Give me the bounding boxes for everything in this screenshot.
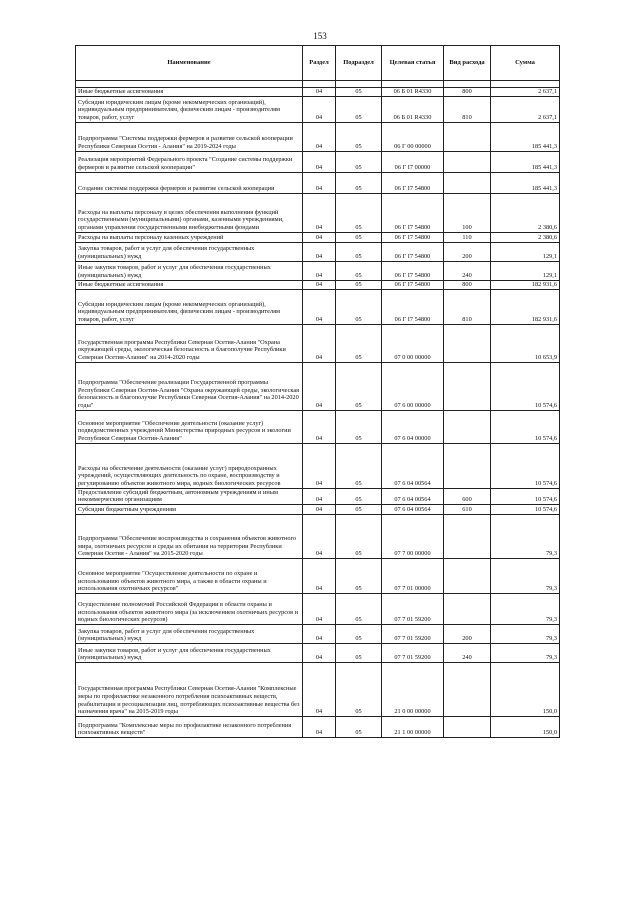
column-header-podrazdel: Подраздел — [336, 46, 382, 81]
cell-name: Иные бюджетные ассигнования — [76, 280, 303, 289]
cell-vid: 100 — [444, 193, 491, 232]
cell-statya: 07 6 00 00000 — [382, 362, 444, 410]
cell-statya: 06 Г I7 54800 — [382, 172, 444, 193]
cell-summa: 10 574,6 — [491, 443, 560, 488]
cell-name: Государственная программа Республики Северная Осетия-Алания "Комплексные меры по профилактике незаконного потребления психоактивных веществ, реабилитации и ресоциализации лиц, потребляющих психоактивные вещества без назначения врача" на 2015-2019 годы — [76, 662, 303, 716]
cell-razdel: 04 — [303, 362, 336, 410]
cell-statya: 21 1 00 00000 — [382, 716, 444, 737]
table-row — [76, 280, 560, 289]
spacer-cell — [491, 81, 560, 88]
cell-razdel: 04 — [303, 624, 336, 643]
cell-podrazdel: 05 — [336, 624, 382, 643]
cell-podrazdel: 05 — [336, 324, 382, 362]
cell-statya: 07 7 01 59200 — [382, 624, 444, 643]
cell-podrazdel: 05 — [336, 261, 382, 280]
column-header-statya: Целевая статья — [382, 46, 444, 81]
spacer-cell — [444, 81, 491, 88]
cell-summa: 150,0 — [491, 662, 560, 716]
cell-statya: 07 7 01 59200 — [382, 593, 444, 624]
column-header-name: Наименование — [76, 46, 303, 81]
cell-razdel: 04 — [303, 242, 336, 261]
table-row — [76, 558, 560, 593]
cell-name: Иные бюджетные ассигнования — [76, 88, 303, 97]
cell-podrazdel: 05 — [336, 558, 382, 593]
cell-name: Подпрограмма "Системы поддержки фермеров и развитие сельской кооперации Республики Северная Осетия - Алания" на 2019-2024 годы — [76, 122, 303, 151]
table-row — [76, 96, 560, 122]
cell-vid: 110 — [444, 232, 491, 242]
cell-vid: 810 — [444, 289, 491, 324]
cell-podrazdel: 05 — [336, 232, 382, 242]
cell-summa: 10 653,9 — [491, 324, 560, 362]
table-row — [76, 172, 560, 193]
spacer-cell — [76, 81, 303, 88]
cell-vid — [444, 593, 491, 624]
cell-vid — [444, 151, 491, 172]
cell-vid — [444, 324, 491, 362]
spacer-cell — [382, 81, 444, 88]
cell-razdel: 04 — [303, 643, 336, 662]
page-number: 153 — [313, 31, 327, 41]
cell-vid — [444, 514, 491, 558]
cell-statya: 07 7 01 59200 — [382, 643, 444, 662]
cell-summa: 2 380,6 — [491, 232, 560, 242]
cell-razdel: 04 — [303, 593, 336, 624]
cell-razdel: 04 — [303, 289, 336, 324]
cell-podrazdel: 05 — [336, 662, 382, 716]
cell-summa: 185 441,3 — [491, 172, 560, 193]
cell-podrazdel: 05 — [336, 172, 382, 193]
table-row — [76, 410, 560, 443]
spacer-cell — [336, 81, 382, 88]
cell-statya: 07 7 01 00000 — [382, 558, 444, 593]
cell-statya: 07 0 00 00000 — [382, 324, 444, 362]
cell-vid: 810 — [444, 96, 491, 122]
cell-razdel: 04 — [303, 172, 336, 193]
cell-vid: 200 — [444, 242, 491, 261]
cell-vid: 610 — [444, 504, 491, 514]
cell-podrazdel: 05 — [336, 504, 382, 514]
cell-podrazdel: 05 — [336, 514, 382, 558]
cell-vid: 200 — [444, 624, 491, 643]
table-row — [76, 624, 560, 643]
cell-statya: 06 Г I7 54800 — [382, 232, 444, 242]
table-row — [76, 122, 560, 151]
cell-statya: 07 7 00 00000 — [382, 514, 444, 558]
spacer-cell — [303, 81, 336, 88]
table-row — [76, 443, 560, 488]
cell-name: Подпрограмма "Обеспечение воспроизводства и сохранения объектов животного мира, охотничьих ресурсов и среды их обитания на территории Республики Северная Осетия - Алания" на 2015-2020 годы — [76, 514, 303, 558]
table-header-row — [76, 46, 560, 81]
cell-podrazdel: 05 — [336, 88, 382, 97]
cell-statya: 21 0 00 00000 — [382, 662, 444, 716]
cell-statya: 06 Г 00 00000 — [382, 122, 444, 151]
cell-statya: 06 Б 01 R4330 — [382, 88, 444, 97]
table-row — [76, 643, 560, 662]
cell-razdel: 04 — [303, 280, 336, 289]
table-row — [76, 88, 560, 97]
cell-razdel: 04 — [303, 410, 336, 443]
cell-statya: 06 Г I7 00000 — [382, 151, 444, 172]
table-row — [76, 593, 560, 624]
cell-summa: 182 931,6 — [491, 280, 560, 289]
cell-name: Предоставление субсидий бюджетным, автономным учреждениям и иным некоммерческим организациям — [76, 488, 303, 504]
cell-summa: 129,1 — [491, 242, 560, 261]
cell-statya: 06 Г I7 54800 — [382, 261, 444, 280]
cell-name: Осуществление полномочий Российской Федерации в области охраны и использования объектов животного мира (за исключением охотничьих ресурсов и водных биологических ресурсов) — [76, 593, 303, 624]
cell-razdel: 04 — [303, 514, 336, 558]
cell-name: Государственная программа Республики Северная Осетия-Алания "Охрана окружающей среды, экологическая безопасность и благополучие Республики Северная Осетия-Алания" на 2014-2020 годы — [76, 324, 303, 362]
cell-razdel: 04 — [303, 96, 336, 122]
cell-razdel: 04 — [303, 662, 336, 716]
table-row — [76, 193, 560, 232]
table-row — [76, 261, 560, 280]
cell-podrazdel: 05 — [336, 151, 382, 172]
cell-summa: 150,0 — [491, 716, 560, 737]
cell-statya: 07 6 04 00000 — [382, 410, 444, 443]
cell-podrazdel: 05 — [336, 410, 382, 443]
cell-summa: 185 441,3 — [491, 151, 560, 172]
table-row — [76, 716, 560, 737]
cell-vid — [444, 172, 491, 193]
column-header-vid: Вид расхода — [444, 46, 491, 81]
cell-podrazdel: 05 — [336, 280, 382, 289]
table-row — [76, 504, 560, 514]
cell-podrazdel: 05 — [336, 593, 382, 624]
cell-summa: 79,3 — [491, 514, 560, 558]
cell-vid — [444, 362, 491, 410]
cell-razdel: 04 — [303, 324, 336, 362]
cell-summa: 185 441,3 — [491, 122, 560, 151]
cell-razdel: 04 — [303, 558, 336, 593]
cell-podrazdel: 05 — [336, 488, 382, 504]
cell-vid: 600 — [444, 488, 491, 504]
table-row — [76, 324, 560, 362]
cell-name: Основное мероприятие "Осуществление деятельности по охране и использованию объектов животного мира, а также в области охраны и использования охотничьих ресурсов" — [76, 558, 303, 593]
cell-name: Расходы на выплаты персоналу в целях обеспечения выполнения функций государственными (муниципальными) органами, казенными учреждениями, органами управления государственными внебюджетными фондами — [76, 193, 303, 232]
cell-razdel: 04 — [303, 443, 336, 488]
cell-statya: 06 Г I7 54800 — [382, 193, 444, 232]
cell-name: Основное мероприятие "Обеспечение деятельности (оказание услуг) подведомственных учреждений Министерства природных ресурсов и экологии Республики Северная Осетия-Алания" — [76, 410, 303, 443]
cell-name: Подпрограмма "Комплексные меры по профилактике незаконного потребления психоактивных веществ" — [76, 716, 303, 737]
cell-statya: 06 Г I7 54800 — [382, 289, 444, 324]
cell-summa: 79,3 — [491, 643, 560, 662]
cell-vid: 240 — [444, 261, 491, 280]
cell-name: Подпрограмма "Обеспечение реализации Государственной программы Республики Северная Осетия-Алания "Охрана окружающей среды, экологическая безопасность и благополучие Республики Северная Осетия-Алания" на 2014-2020 годы" — [76, 362, 303, 410]
cell-name: Субсидии юридическим лицам (кроме некоммерческих организаций), индивидуальным предпринимателям, физическим лицам - производителям товаров, работ, услуг — [76, 289, 303, 324]
cell-summa: 129,1 — [491, 261, 560, 280]
column-header-summa: Сумма — [491, 46, 560, 81]
cell-vid: 800 — [444, 88, 491, 97]
cell-name: Субсидии юридическим лицам (кроме некоммерческих организаций), индивидуальным предпринимателям, физическим лицам - производителям товаров, работ, услуг — [76, 96, 303, 122]
cell-summa: 2 637,1 — [491, 96, 560, 122]
cell-podrazdel: 05 — [336, 443, 382, 488]
cell-podrazdel: 05 — [336, 242, 382, 261]
cell-podrazdel: 05 — [336, 716, 382, 737]
cell-podrazdel: 05 — [336, 643, 382, 662]
cell-razdel: 04 — [303, 232, 336, 242]
cell-summa: 182 931,6 — [491, 289, 560, 324]
cell-statya: 07 6 04 00564 — [382, 488, 444, 504]
table-row — [76, 662, 560, 716]
cell-vid — [444, 558, 491, 593]
cell-vid — [444, 122, 491, 151]
table-row — [76, 362, 560, 410]
table-row — [76, 514, 560, 558]
table-row — [76, 289, 560, 324]
cell-statya: 06 Г I7 54800 — [382, 280, 444, 289]
cell-name: Реализация мероприятий Федерального проекта "Создание системы поддержки фермеров и развитие сельской кооперации" — [76, 151, 303, 172]
cell-razdel: 04 — [303, 261, 336, 280]
cell-podrazdel: 05 — [336, 289, 382, 324]
table-row — [76, 151, 560, 172]
cell-summa: 2 637,1 — [491, 88, 560, 97]
cell-statya: 07 6 04 00564 — [382, 443, 444, 488]
table-row — [76, 488, 560, 504]
cell-vid: 800 — [444, 280, 491, 289]
cell-summa: 10 574,6 — [491, 362, 560, 410]
cell-podrazdel: 05 — [336, 362, 382, 410]
cell-summa: 79,3 — [491, 558, 560, 593]
cell-summa: 10 574,6 — [491, 504, 560, 514]
cell-vid — [444, 410, 491, 443]
cell-statya: 06 Г I7 54800 — [382, 242, 444, 261]
cell-razdel: 04 — [303, 151, 336, 172]
cell-statya: 06 Б 01 R4330 — [382, 96, 444, 122]
cell-name: Закупка товаров, работ и услуг для обеспечения государственных (муниципальных) нужд — [76, 624, 303, 643]
cell-name: Расходы на обеспечение деятельности (оказание услуг) природоохранных учреждений, осуществляющих деятельность по охране, воспроизводству и регулированию объектов животного мира, водных биологических ресурсов — [76, 443, 303, 488]
cell-razdel: 04 — [303, 716, 336, 737]
cell-statya: 07 6 04 00564 — [382, 504, 444, 514]
cell-name: Иные закупки товаров, работ и услуг для обеспечения государственных (муниципальных) нужд — [76, 643, 303, 662]
cell-podrazdel: 05 — [336, 96, 382, 122]
cell-name: Создание системы поддержки фермеров и развитие сельской кооперации — [76, 172, 303, 193]
cell-razdel: 04 — [303, 504, 336, 514]
cell-vid — [444, 716, 491, 737]
cell-summa: 10 574,6 — [491, 410, 560, 443]
cell-vid: 240 — [444, 643, 491, 662]
cell-name: Субсидии бюджетным учреждениям — [76, 504, 303, 514]
cell-razdel: 04 — [303, 122, 336, 151]
cell-razdel: 04 — [303, 488, 336, 504]
column-header-razdel: Раздел — [303, 46, 336, 81]
cell-podrazdel: 05 — [336, 122, 382, 151]
cell-summa: 79,3 — [491, 593, 560, 624]
budget-table — [75, 45, 560, 738]
cell-summa: 10 574,6 — [491, 488, 560, 504]
cell-razdel: 04 — [303, 88, 336, 97]
cell-razdel: 04 — [303, 193, 336, 232]
table-row — [76, 232, 560, 242]
cell-vid — [444, 662, 491, 716]
cell-name: Иные закупки товаров, работ и услуг для обеспечения государственных (муниципальных) нужд — [76, 261, 303, 280]
cell-name: Расходы на выплаты персоналу казенных учреждений — [76, 232, 303, 242]
cell-vid — [444, 443, 491, 488]
cell-podrazdel: 05 — [336, 193, 382, 232]
cell-name: Закупка товаров, работ и услуг для обеспечения государственных (муниципальных) нужд — [76, 242, 303, 261]
cell-summa: 79,3 — [491, 624, 560, 643]
table-row — [76, 242, 560, 261]
cell-summa: 2 380,6 — [491, 193, 560, 232]
header-spacer-row — [76, 81, 560, 88]
